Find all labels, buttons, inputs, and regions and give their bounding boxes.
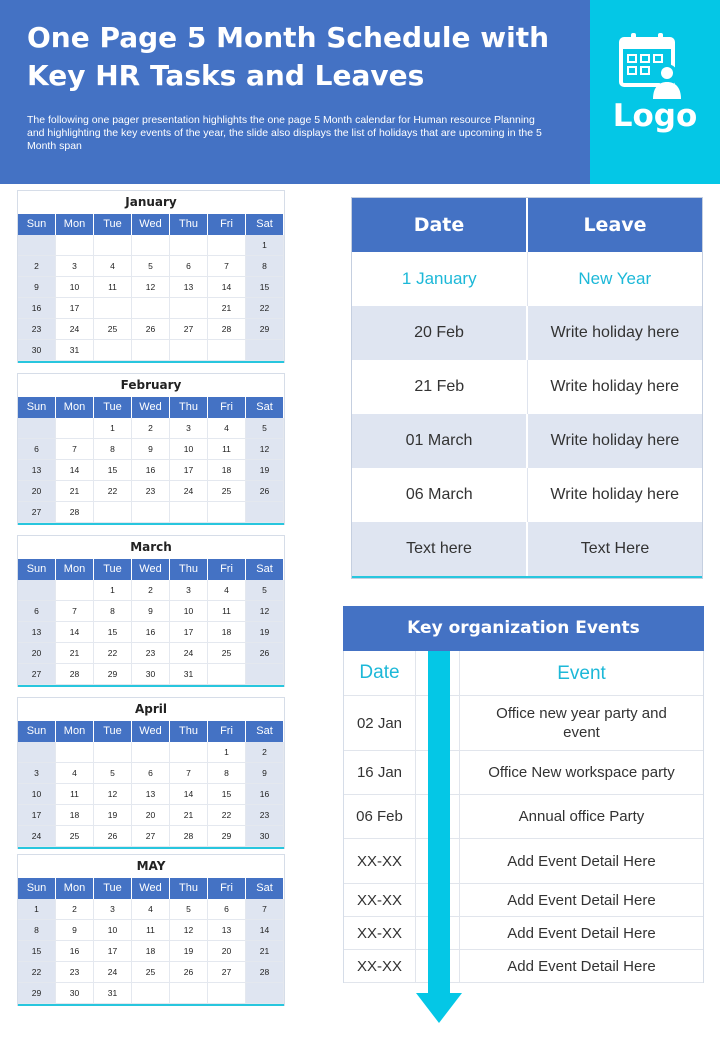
leave-row (352, 360, 702, 414)
leave-row (352, 252, 702, 306)
calendar-day-cell: 15 (94, 622, 132, 643)
weekday-header: Mon (56, 721, 94, 742)
events-table (343, 606, 704, 983)
calendar-day-cell: 12 (170, 920, 208, 941)
weekday-header: Wed (132, 721, 170, 742)
calendar-day-cell: 5 (94, 763, 132, 784)
calendar-day-cell: 30 (132, 664, 170, 685)
calendar-day-cell: 30 (18, 340, 56, 361)
calendar-day-cell: 20 (208, 941, 246, 962)
leave-row (352, 306, 702, 360)
calendar-day-cell: 22 (18, 962, 56, 983)
calendar-day-cell: 10 (56, 277, 94, 298)
calendar-day-cell: 14 (56, 622, 94, 643)
calendar-day-cell: 16 (132, 622, 170, 643)
weekday-header: Sat (246, 721, 284, 742)
calendar-day-cell: 29 (94, 664, 132, 685)
calendar-day-cell: 15 (246, 277, 284, 298)
calendar-day-cell: 6 (208, 899, 246, 920)
calendar-bottom-rule (18, 1004, 284, 1006)
calendar-day-cell (246, 340, 284, 361)
weekday-header: Fri (208, 559, 246, 580)
calendar-day-cell: 30 (56, 983, 94, 1004)
calendar-day-cell: 29 (18, 983, 56, 1004)
leave-date-cell: Text here (352, 522, 528, 576)
leave-leave-cell: Write holiday here (550, 432, 680, 449)
event-date-cell: 02 Jan (344, 696, 416, 750)
weekday-header: Tue (94, 878, 132, 899)
calendar-month-title: January (125, 195, 177, 209)
weekday-header: Sun (18, 878, 56, 899)
events-header-row (344, 651, 703, 696)
events-table-title: Key organization Events (343, 606, 704, 651)
calendar-day-cell: 1 (94, 580, 132, 601)
calendar-day-cell: 22 (246, 298, 284, 319)
calendar-day-cell: 16 (132, 460, 170, 481)
calendar-grid (18, 397, 284, 523)
leave-date-cell: 06 March (352, 468, 528, 522)
calendar-day-cell: 21 (170, 805, 208, 826)
calendar-day-cell (56, 235, 94, 256)
calendar-day-cell (208, 664, 246, 685)
calendar-bottom-rule (18, 361, 284, 363)
weekday-header: Sun (18, 397, 56, 418)
timeline-arrow-icon (416, 651, 462, 1027)
calendar-day-cell: 27 (170, 319, 208, 340)
calendar-day-cell: 17 (56, 298, 94, 319)
event-detail-cell: Annual office Party (518, 808, 645, 825)
calendar-day-cell: 23 (246, 805, 284, 826)
calendar-day-cell (94, 235, 132, 256)
leave-row (352, 522, 702, 576)
calendar-february (17, 373, 285, 525)
leave-table (351, 197, 703, 579)
leave-date-cell: 21 Feb (352, 360, 528, 414)
weekday-header: Thu (170, 878, 208, 899)
weekday-header: Mon (56, 397, 94, 418)
calendar-person-icon (617, 31, 683, 99)
calendar-day-cell: 26 (246, 481, 284, 502)
calendar-grid (18, 559, 284, 685)
calendar-month-title: March (130, 540, 172, 554)
leave-row (352, 468, 702, 522)
calendar-day-cell: 17 (94, 941, 132, 962)
calendar-day-cell: 2 (246, 742, 284, 763)
leave-table-header (352, 198, 702, 252)
calendar-day-cell: 26 (246, 643, 284, 664)
calendar-day-cell: 7 (208, 256, 246, 277)
calendar-day-cell: 23 (132, 481, 170, 502)
calendar-day-cell: 25 (56, 826, 94, 847)
leave-date-cell: 01 March (352, 414, 528, 468)
weekday-header: Sat (246, 397, 284, 418)
calendar-day-cell: 3 (170, 580, 208, 601)
calendar-day-cell: 19 (246, 460, 284, 481)
calendar-day-cell: 5 (246, 418, 284, 439)
event-detail-cell: Office new year party and event (496, 705, 667, 741)
calendar-day-cell (246, 502, 284, 523)
calendar-day-cell: 22 (208, 805, 246, 826)
calendar-day-cell: 11 (208, 439, 246, 460)
calendar-bottom-rule (18, 847, 284, 849)
calendar-grid (18, 214, 284, 361)
calendar-day-cell: 4 (208, 580, 246, 601)
weekday-header: Mon (56, 214, 94, 235)
calendar-day-cell: 11 (94, 277, 132, 298)
calendar-day-cell: 9 (132, 439, 170, 460)
calendar-day-cell (94, 298, 132, 319)
calendar-day-cell (18, 580, 56, 601)
calendar-day-cell (170, 340, 208, 361)
weekday-header: Wed (132, 878, 170, 899)
calendar-day-cell: 27 (18, 664, 56, 685)
calendar-day-cell: 27 (18, 502, 56, 523)
calendar-day-cell: 5 (246, 580, 284, 601)
calendar-day-cell: 9 (56, 920, 94, 941)
calendar-day-cell: 10 (170, 439, 208, 460)
calendar-day-cell (18, 235, 56, 256)
calendar-day-cell (246, 664, 284, 685)
weekday-header: Fri (208, 397, 246, 418)
calendar-day-cell: 16 (56, 941, 94, 962)
weekday-header: Fri (208, 878, 246, 899)
calendar-day-cell: 13 (18, 460, 56, 481)
weekday-header: Wed (132, 397, 170, 418)
calendar-day-cell: 20 (132, 805, 170, 826)
calendar-day-cell: 26 (170, 962, 208, 983)
weekday-header: Fri (208, 214, 246, 235)
calendar-day-cell: 11 (208, 601, 246, 622)
calendar-day-cell: 4 (208, 418, 246, 439)
leave-leave-cell: Write holiday here (550, 324, 680, 341)
calendar-january (17, 190, 285, 363)
event-date-cell: XX-XX (344, 917, 416, 949)
calendar-month-title: February (120, 378, 182, 392)
calendar-day-cell: 19 (170, 941, 208, 962)
calendar-day-cell (132, 502, 170, 523)
calendar-day-cell (170, 502, 208, 523)
calendar-day-cell: 17 (170, 460, 208, 481)
calendar-day-cell: 12 (132, 277, 170, 298)
calendar-day-cell: 14 (170, 784, 208, 805)
calendar-day-cell: 6 (18, 439, 56, 460)
calendar-day-cell: 13 (132, 784, 170, 805)
event-detail-cell: Add Event Detail Here (507, 957, 656, 975)
event-detail-cell: Add Event Detail Here (507, 852, 656, 870)
calendar-day-cell: 18 (132, 941, 170, 962)
weekday-header: Thu (170, 721, 208, 742)
logo-box (590, 0, 720, 184)
calendar-day-cell: 3 (56, 256, 94, 277)
calendar-day-cell: 5 (170, 899, 208, 920)
calendar-day-cell: 25 (208, 481, 246, 502)
calendar-day-cell (170, 983, 208, 1004)
event-row (344, 884, 703, 917)
calendar-day-cell: 9 (246, 763, 284, 784)
calendar-day-cell: 14 (208, 277, 246, 298)
calendar-day-cell: 23 (56, 962, 94, 983)
calendar-day-cell: 31 (56, 340, 94, 361)
calendar-day-cell: 3 (18, 763, 56, 784)
calendar-grid (18, 721, 284, 847)
calendar-day-cell: 7 (246, 899, 284, 920)
calendar-day-cell (56, 742, 94, 763)
calendar-day-cell: 20 (18, 481, 56, 502)
events-header-date: Date (344, 651, 416, 695)
calendar-day-cell: 17 (18, 805, 56, 826)
event-detail-cell: Add Event Detail Here (507, 891, 656, 909)
calendar-day-cell: 7 (170, 763, 208, 784)
calendar-day-cell (132, 298, 170, 319)
weekday-header: Fri (208, 721, 246, 742)
calendar-day-cell: 28 (56, 502, 94, 523)
calendar-day-cell: 24 (170, 481, 208, 502)
calendar-day-cell: 3 (94, 899, 132, 920)
calendar-day-cell: 23 (18, 319, 56, 340)
calendar-day-cell (94, 742, 132, 763)
calendar-day-cell: 14 (246, 920, 284, 941)
calendar-day-cell: 9 (18, 277, 56, 298)
calendar-day-cell (132, 235, 170, 256)
calendar-day-cell: 13 (208, 920, 246, 941)
calendar-day-cell: 19 (246, 622, 284, 643)
calendar-day-cell: 15 (208, 784, 246, 805)
calendar-day-cell (132, 742, 170, 763)
logo-text: Logo (612, 98, 698, 134)
calendar-day-cell: 25 (94, 319, 132, 340)
calendar-day-cell (18, 418, 56, 439)
calendar-day-cell: 8 (94, 439, 132, 460)
calendar-day-cell: 21 (246, 941, 284, 962)
calendar-day-cell: 12 (246, 601, 284, 622)
calendar-day-cell: 18 (208, 622, 246, 643)
event-date-cell: 16 Jan (344, 751, 416, 794)
event-row (344, 795, 703, 839)
calendar-day-cell: 11 (132, 920, 170, 941)
calendar-day-cell: 14 (56, 460, 94, 481)
calendar-day-cell: 8 (18, 920, 56, 941)
leave-bottom-rule (352, 576, 702, 578)
event-date-cell: 06 Feb (344, 795, 416, 838)
calendar-day-cell (246, 983, 284, 1004)
event-detail-cell: Add Event Detail Here (507, 924, 656, 942)
events-table-body (343, 651, 704, 983)
calendar-day-cell (208, 235, 246, 256)
calendar-day-cell: 26 (94, 826, 132, 847)
calendar-day-cell: 28 (56, 664, 94, 685)
calendar-day-cell: 20 (18, 643, 56, 664)
weekday-header: Tue (94, 721, 132, 742)
calendar-day-cell: 25 (132, 962, 170, 983)
calendar-day-cell: 9 (132, 601, 170, 622)
header-banner (0, 0, 590, 184)
calendar-day-cell: 29 (246, 319, 284, 340)
calendar-day-cell: 10 (94, 920, 132, 941)
event-row (344, 751, 703, 795)
calendar-day-cell: 24 (56, 319, 94, 340)
calendar-day-cell: 30 (246, 826, 284, 847)
leave-leave-cell: Write holiday here (550, 486, 680, 503)
weekday-header: Sat (246, 559, 284, 580)
calendar-day-cell: 17 (170, 622, 208, 643)
event-detail-cell: Office New workspace party (488, 764, 675, 781)
calendar-day-cell: 1 (246, 235, 284, 256)
calendar-day-cell: 18 (56, 805, 94, 826)
event-row (344, 839, 703, 884)
calendar-may (17, 854, 285, 1006)
calendar-day-cell: 7 (56, 601, 94, 622)
calendar-day-cell: 27 (208, 962, 246, 983)
weekday-header: Sun (18, 214, 56, 235)
calendar-day-cell: 10 (18, 784, 56, 805)
weekday-header: Sun (18, 721, 56, 742)
calendar-day-cell (208, 502, 246, 523)
calendar-day-cell: 19 (94, 805, 132, 826)
leave-leave-cell: Write holiday here (550, 378, 680, 395)
calendar-day-cell: 16 (18, 298, 56, 319)
calendar-day-cell: 1 (18, 899, 56, 920)
weekday-header: Wed (132, 214, 170, 235)
calendar-day-cell: 1 (94, 418, 132, 439)
weekday-header: Thu (170, 214, 208, 235)
calendar-day-cell: 12 (246, 439, 284, 460)
calendar-day-cell: 6 (132, 763, 170, 784)
calendar-day-cell: 2 (56, 899, 94, 920)
weekday-header: Thu (170, 559, 208, 580)
event-row (344, 917, 703, 950)
calendar-day-cell: 25 (208, 643, 246, 664)
weekday-header: Mon (56, 878, 94, 899)
leave-date-cell: 20 Feb (352, 306, 528, 360)
leave-table-body (352, 252, 702, 576)
calendar-day-cell: 7 (56, 439, 94, 460)
calendar-day-cell: 24 (94, 962, 132, 983)
leave-leave-cell: New Year (578, 269, 652, 288)
calendar-day-cell: 2 (132, 418, 170, 439)
calendar-day-cell: 5 (132, 256, 170, 277)
leave-header-date: Date (352, 198, 528, 252)
calendar-day-cell: 16 (246, 784, 284, 805)
weekday-header: Mon (56, 559, 94, 580)
calendar-day-cell: 22 (94, 481, 132, 502)
calendar-day-cell: 2 (18, 256, 56, 277)
calendar-day-cell: 13 (18, 622, 56, 643)
calendar-april (17, 697, 285, 849)
calendar-day-cell: 23 (132, 643, 170, 664)
calendar-day-cell (94, 340, 132, 361)
calendar-day-cell: 31 (170, 664, 208, 685)
calendar-day-cell: 6 (18, 601, 56, 622)
calendar-day-cell (170, 235, 208, 256)
calendar-month-title: April (134, 702, 168, 716)
weekday-header: Tue (94, 214, 132, 235)
calendar-day-cell (94, 502, 132, 523)
calendar-day-cell (18, 742, 56, 763)
weekday-header: Thu (170, 397, 208, 418)
calendar-day-cell: 4 (94, 256, 132, 277)
calendar-day-cell: 24 (18, 826, 56, 847)
calendar-day-cell: 18 (208, 460, 246, 481)
event-row (344, 950, 703, 983)
calendar-day-cell: 15 (18, 941, 56, 962)
calendar-grid (18, 878, 284, 1004)
calendar-day-cell: 21 (56, 643, 94, 664)
weekday-header: Wed (132, 559, 170, 580)
calendar-bottom-rule (18, 523, 284, 525)
calendar-day-cell: 28 (208, 319, 246, 340)
calendar-day-cell: 29 (208, 826, 246, 847)
calendar-day-cell: 3 (170, 418, 208, 439)
event-date-cell: XX-XX (344, 839, 416, 883)
calendar-day-cell: 28 (246, 962, 284, 983)
calendar-march (17, 535, 285, 687)
event-row (344, 696, 703, 751)
calendar-day-cell (170, 742, 208, 763)
weekday-header: Tue (94, 559, 132, 580)
calendar-day-cell: 1 (208, 742, 246, 763)
calendar-day-cell (208, 340, 246, 361)
calendar-day-cell: 22 (94, 643, 132, 664)
calendar-day-cell (132, 983, 170, 1004)
calendar-day-cell (132, 340, 170, 361)
weekday-header: Tue (94, 397, 132, 418)
event-date-cell: XX-XX (344, 884, 416, 916)
calendar-day-cell: 24 (170, 643, 208, 664)
calendar-day-cell: 28 (170, 826, 208, 847)
page-title: One Page 5 Month Schedule with Key HR Tasks and Leaves (27, 21, 550, 92)
leave-leave-cell: Text Here (580, 540, 650, 557)
calendar-day-cell: 12 (94, 784, 132, 805)
calendar-day-cell: 31 (94, 983, 132, 1004)
calendar-day-cell: 13 (170, 277, 208, 298)
calendar-day-cell (208, 983, 246, 1004)
calendar-day-cell (56, 580, 94, 601)
calendar-day-cell: 6 (170, 256, 208, 277)
event-date-cell: XX-XX (344, 950, 416, 982)
calendar-day-cell (170, 298, 208, 319)
leave-header-leave: Leave (583, 214, 647, 236)
calendar-day-cell: 15 (94, 460, 132, 481)
events-header-event: Event (557, 662, 606, 684)
calendar-day-cell: 8 (208, 763, 246, 784)
calendar-day-cell: 4 (56, 763, 94, 784)
calendar-day-cell: 26 (132, 319, 170, 340)
weekday-header: Sat (246, 214, 284, 235)
calendar-day-cell: 27 (132, 826, 170, 847)
calendar-day-cell: 4 (132, 899, 170, 920)
leave-row (352, 414, 702, 468)
calendar-day-cell (56, 418, 94, 439)
calendar-day-cell: 8 (94, 601, 132, 622)
calendar-day-cell: 11 (56, 784, 94, 805)
weekday-header: Sun (18, 559, 56, 580)
leave-date-cell: 1 January (352, 252, 528, 306)
calendar-bottom-rule (18, 685, 284, 687)
page-subtitle: The following one pager presentation highlights the one page 5 Month calendar for Human resource Planning and highlighting the key events of the year, the slide also displays the list of holidays that are upcoming in the 5 Month span (27, 114, 542, 152)
weekday-header: Sat (246, 878, 284, 899)
calendar-day-cell: 2 (132, 580, 170, 601)
calendar-day-cell: 10 (170, 601, 208, 622)
calendar-month-title: MAY (136, 859, 166, 873)
calendar-day-cell: 8 (246, 256, 284, 277)
calendar-day-cell: 21 (56, 481, 94, 502)
calendar-day-cell: 21 (208, 298, 246, 319)
